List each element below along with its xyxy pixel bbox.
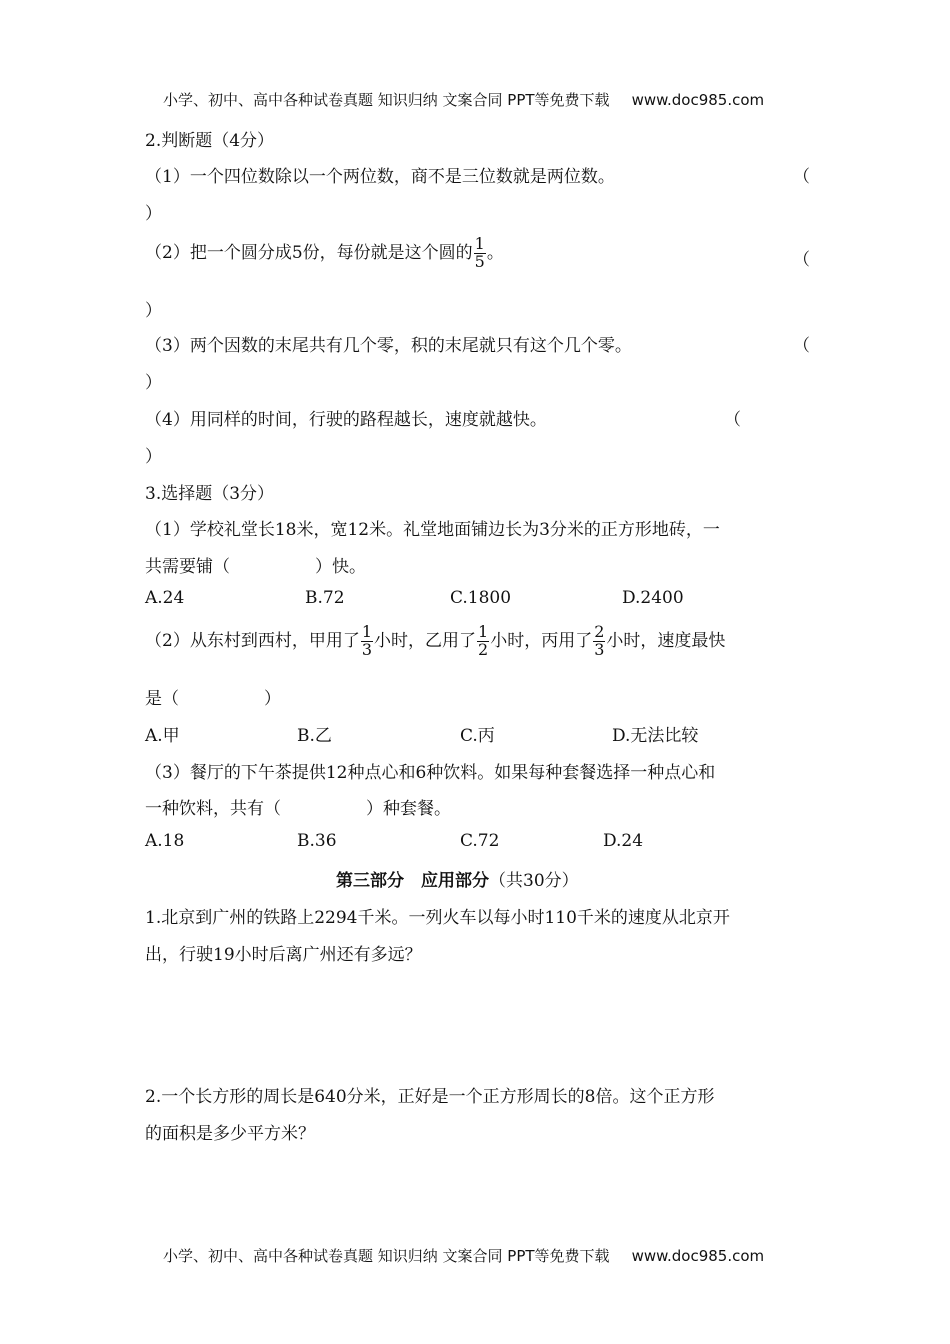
choice-q1-option-c: C.1800 (450, 588, 512, 608)
fraction (474, 236, 486, 271)
fraction-numerator: 2 (594, 622, 605, 641)
part3-q1-line1: 1.北京到广州的铁路上2294千米。一列火车以每小时110千米的速度从北京开 (145, 908, 730, 928)
choice-q3-option-a: A.18 (145, 831, 185, 851)
fraction-denominator: 3 (594, 639, 605, 659)
judge-q2-end: 。 (486, 242, 504, 263)
footer-text: 小学、初中、高中各种试卷真题 知识归纳 文案合同 PPT等免费下载 (163, 1247, 610, 1265)
fraction-denominator: 2 (478, 639, 489, 659)
judge-q3-close: ） (145, 373, 162, 393)
judge-q2-open: （ (793, 250, 810, 270)
choice-title: 3.选择题（3分） (145, 484, 275, 504)
judge-q4: （4）用同样的时间，行驶的路程越长，速度就越快。 (145, 410, 547, 430)
choice-q2-line2: 是（ ） (145, 689, 281, 709)
judge-q3: （3）两个因数的末尾共有几个零，积的末尾就只有这个几个零。 (145, 336, 632, 356)
fraction-denominator: 3 (361, 639, 373, 659)
part3-q2-line1: 2.一个长方形的周长是640分米，正好是一个正方形周长的8倍。这个正方形 (145, 1087, 715, 1107)
choice-q2-option-c: C.丙 (460, 726, 495, 746)
judge-q4-close: ） (145, 447, 162, 467)
choice-q3-line2: 一种饮料，共有（ ）种套餐。 (145, 799, 451, 819)
choice-q1-option-b: B.72 (305, 588, 345, 608)
choice-q2-text-2: 小时，乙用了 (374, 630, 477, 651)
choice-q2-option-a: A.甲 (145, 726, 180, 746)
judge-q1-open: （ (793, 167, 810, 187)
judge-q3-open: （ (793, 336, 810, 356)
fraction (361, 624, 373, 659)
choice-q2-text-3: 小时，丙用了 (490, 630, 593, 651)
choice-q3-line1: （3）餐厅的下午茶提供12种点心和6种饮料。如果每种套餐选择一种点心和 (145, 763, 716, 783)
fraction-numerator: 1 (474, 234, 485, 253)
judge-q2-text: （2）把一个圆分成5份，每份就是这个圆的 (145, 242, 473, 263)
page-header (163, 89, 764, 110)
part3-q1-line2: 出，行驶19小时后离广州还有多远？ (145, 945, 422, 965)
page-footer (163, 1245, 764, 1266)
choice-q3-option-d: D.24 (603, 831, 644, 851)
fraction-denominator: 5 (474, 251, 485, 271)
header-text: 小学、初中、高中各种试卷真题 知识归纳 文案合同 PPT等免费下载 (163, 91, 610, 109)
fraction (593, 624, 605, 659)
fraction-numerator: 1 (361, 622, 373, 641)
fraction (477, 624, 489, 659)
judge-title: 2.判断题（4分） (145, 131, 275, 151)
choice-q1-line1: （1）学校礼堂长18米，宽12米。礼堂地面铺边长为3分米的正方形地砖，一 (145, 520, 720, 540)
part3-title (336, 866, 579, 891)
choice-q2-text-4: 小时，速度最快 (606, 630, 726, 651)
judge-q2-close: ） (145, 301, 162, 321)
choice-q2-option-d: D.无法比较 (612, 726, 699, 746)
fraction-numerator: 1 (478, 622, 489, 641)
part3-title-text: 第三部分 应用部分 (336, 871, 489, 891)
part3-score: （共30分） (489, 871, 579, 891)
judge-q1-close: ） (145, 204, 162, 224)
footer-url[interactable]: www.doc985.com (631, 1247, 765, 1265)
choice-q1-option-d: D.2400 (622, 588, 684, 608)
choice-q2-option-b: B.乙 (297, 726, 332, 746)
choice-q3-option-b: B.36 (297, 831, 337, 851)
choice-q2-text-1: （2）从东村到西村，甲用了 (145, 630, 360, 651)
judge-q1: （1）一个四位数除以一个两位数，商不是三位数就是两位数。 (145, 167, 615, 187)
header-url[interactable]: www.doc985.com (631, 91, 765, 109)
choice-q3-option-c: C.72 (460, 831, 500, 851)
judge-q2 (145, 236, 504, 271)
judge-q4-open: （ (724, 410, 741, 430)
choice-q1-line2: 共需要铺（ ）快。 (145, 557, 366, 577)
choice-q1-option-a: A.24 (145, 588, 185, 608)
part3-q2-line2: 的面积是多少平方米？ (145, 1124, 315, 1144)
choice-q2-line1 (145, 624, 725, 659)
